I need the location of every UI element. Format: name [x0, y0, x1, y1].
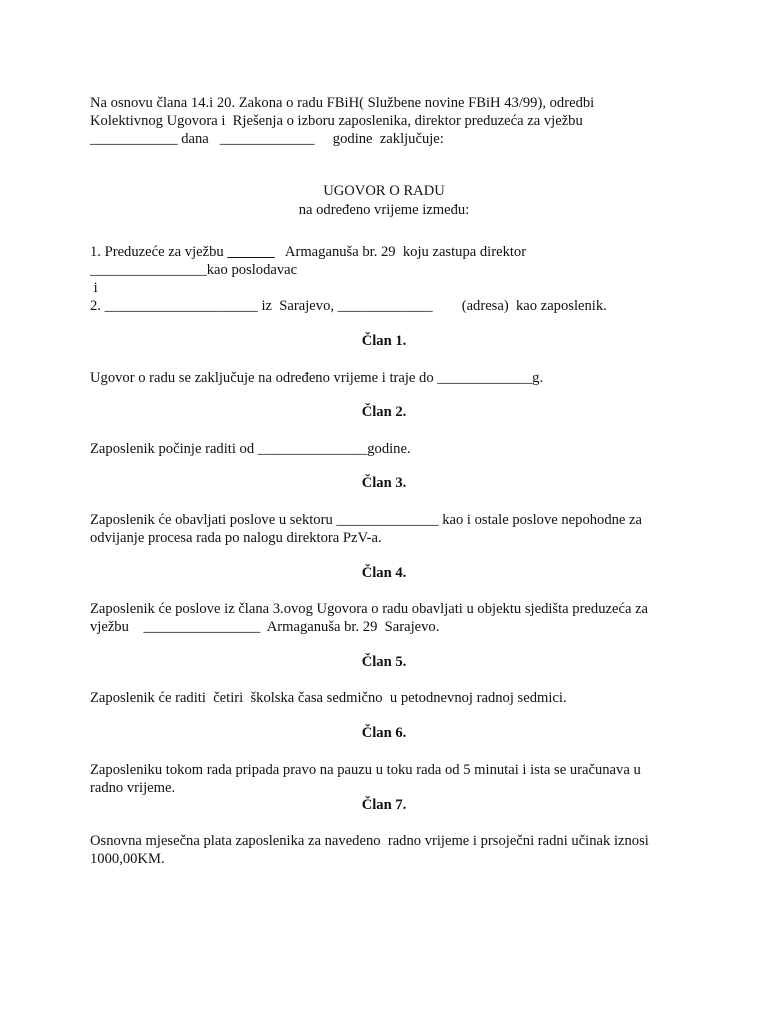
- article-7-text-2: 1000,00KM.: [90, 851, 165, 867]
- article-1-text: Ugovor o radu se zaključuje na određeno vrijeme i traje do _____________g.: [90, 370, 544, 386]
- article-1-heading: Član 1.: [361, 333, 407, 349]
- party-1-address: Armaganuša br. 29 koju zastupa direktor: [274, 244, 527, 260]
- article-6-text-1: Zaposleniku tokom rada pripada pravo na pauzu u toku rada od 5 minutai i ista se uračunava u: [90, 762, 641, 778]
- article-3-text-1: Zaposlenik će obavljati poslove u sektoru ______________ kao i ostale poslove nepohodne za: [90, 512, 643, 528]
- article-7-heading: Član 7.: [361, 797, 407, 813]
- preamble-line-1: Na osnovu člana 14.i 20. Zakona o radu FBiH( Službene novine FBiH 43/99), odredbi: [90, 95, 595, 111]
- article-4-text-1: Zaposlenik će poslove iz člana 3.ovog Ugovora o radu obavljati u objektu sjedišta preduzeća za: [90, 601, 649, 617]
- contract-subtitle: na određeno vrijeme između:: [298, 202, 470, 218]
- article-3-heading: Član 3.: [361, 475, 407, 491]
- party-1: [90, 243, 526, 261]
- preamble-line-2: Kolektivnog Ugovora i Rješenja o izboru zaposlenika, direktor preduzeća za vježbu: [90, 113, 583, 129]
- article-6-heading: Član 6.: [361, 725, 407, 741]
- party-1-name-blank: [227, 244, 274, 260]
- article-6-text-2: radno vrijeme.: [90, 780, 176, 796]
- article-5-heading: Član 5.: [361, 654, 407, 670]
- party-2: 2. _____________________ iz Sarajevo, _____________ (adresa) kao zaposlenik.: [90, 298, 607, 314]
- article-7-text-1: Osnovna mjesečna plata zaposlenika za navedeno radno vrijeme i prsoječni radni učinak iznosi: [90, 833, 649, 849]
- party-1-label: 1. Preduzeće za vježbu: [90, 244, 228, 260]
- preamble-line-3: ____________ dana _____________ godine zaključuje:: [90, 131, 444, 147]
- article-2-heading: Član 2.: [361, 404, 407, 420]
- party-1-role: ________________kao poslodavac: [90, 262, 298, 278]
- article-4-text-2: vježbu ________________ Armaganuša br. 29 Sarajevo.: [90, 619, 440, 635]
- article-3-text-2: odvijanje procesa rada po nalogu direktora PzV-a.: [90, 530, 382, 546]
- contract-title: UGOVOR O RADU: [323, 183, 445, 199]
- article-5-text: Zaposlenik će raditi četiri školska časa sedmično u petodnevnoj radnoj sedmici.: [90, 690, 567, 706]
- article-2-text: Zaposlenik počinje raditi od _______________godine.: [90, 441, 411, 457]
- article-4-heading: Član 4.: [361, 565, 407, 581]
- parties-conjunction: i: [90, 280, 98, 296]
